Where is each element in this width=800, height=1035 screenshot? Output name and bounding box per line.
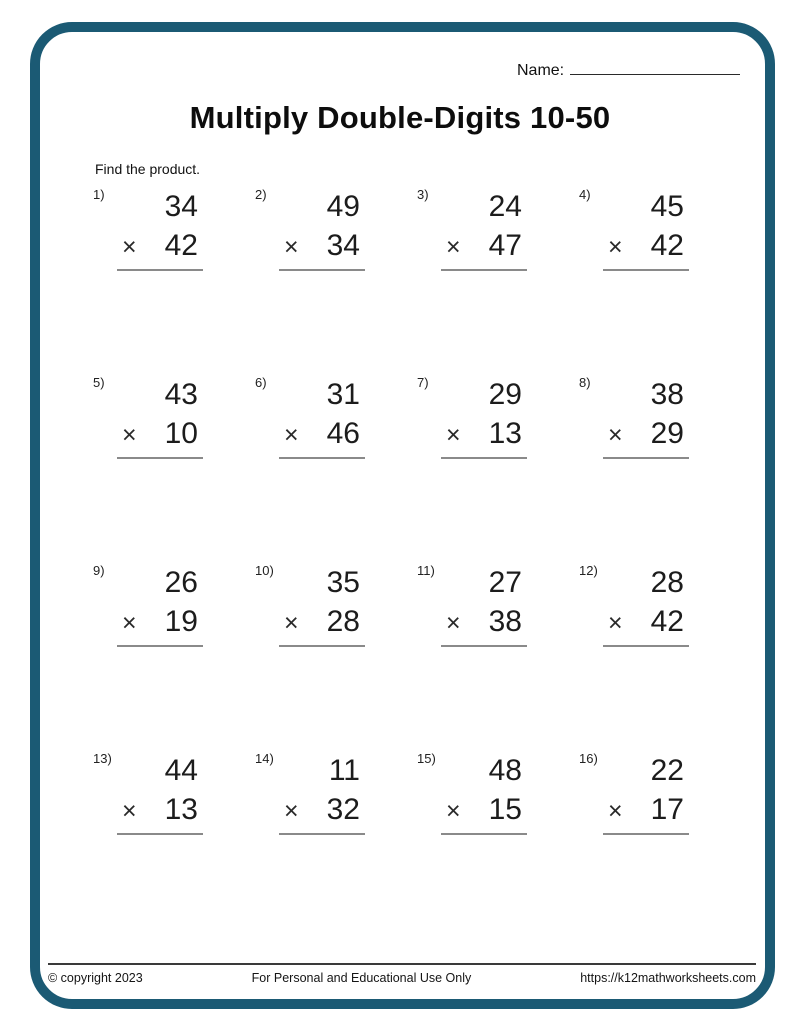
multiplicand: 22 bbox=[650, 754, 684, 787]
problem-number: 13) bbox=[93, 751, 112, 766]
problem-cell bbox=[574, 185, 736, 373]
multiplier: 29 bbox=[650, 417, 684, 450]
problem-work bbox=[284, 187, 360, 271]
multiplier-row bbox=[284, 226, 360, 265]
multiply-sign: × bbox=[608, 421, 623, 449]
problem-work bbox=[608, 375, 684, 459]
footer-divider bbox=[48, 963, 756, 965]
multiply-sign: × bbox=[446, 421, 461, 449]
multiplier: 42 bbox=[650, 605, 684, 638]
multiplier: 13 bbox=[488, 417, 522, 450]
multiplicand: 43 bbox=[164, 378, 198, 411]
problem-number: 12) bbox=[579, 563, 598, 578]
answer-line bbox=[603, 833, 689, 835]
multiply-sign: × bbox=[284, 233, 299, 261]
multiplier-row bbox=[608, 226, 684, 265]
multiplicand: 29 bbox=[488, 378, 522, 411]
problem-cell bbox=[574, 749, 736, 937]
multiplicand: 38 bbox=[650, 378, 684, 411]
answer-line bbox=[117, 269, 203, 271]
multiplier-row bbox=[608, 602, 684, 641]
problem-cell bbox=[88, 373, 250, 561]
multiplicand: 26 bbox=[164, 566, 198, 599]
multiply-sign: × bbox=[122, 609, 137, 637]
problem-work bbox=[122, 563, 198, 647]
multiplier: 42 bbox=[164, 229, 198, 262]
multiplier-row bbox=[446, 602, 522, 641]
multiplier-row bbox=[122, 602, 198, 641]
footer-usage: For Personal and Educational Use Only bbox=[251, 971, 472, 985]
answer-line bbox=[603, 457, 689, 459]
problem-work bbox=[122, 375, 198, 459]
answer-line bbox=[441, 269, 527, 271]
multiplier-row bbox=[608, 790, 684, 829]
multiplier-row bbox=[446, 414, 522, 453]
problem-number: 9) bbox=[93, 563, 105, 578]
answer-line bbox=[603, 269, 689, 271]
multiplier: 42 bbox=[650, 229, 684, 262]
problem-work bbox=[284, 563, 360, 647]
name-blank-line bbox=[570, 60, 740, 75]
problem-number: 7) bbox=[417, 375, 429, 390]
problem-work bbox=[608, 187, 684, 271]
multiplicand: 31 bbox=[326, 378, 360, 411]
problem-cell bbox=[412, 373, 574, 561]
multiplicand: 11 bbox=[328, 754, 360, 787]
problem-cell bbox=[412, 561, 574, 749]
problem-work bbox=[284, 751, 360, 835]
problem-cell bbox=[250, 561, 412, 749]
answer-line bbox=[279, 457, 365, 459]
multiplier: 28 bbox=[326, 605, 360, 638]
multiplicand: 34 bbox=[164, 190, 198, 223]
problem-cell bbox=[412, 185, 574, 373]
multiply-sign: × bbox=[608, 797, 623, 825]
problem-cell bbox=[88, 561, 250, 749]
problem-work bbox=[446, 563, 522, 647]
multiply-sign: × bbox=[608, 609, 623, 637]
problem-number: 10) bbox=[255, 563, 274, 578]
problem-number: 16) bbox=[579, 751, 598, 766]
multiply-sign: × bbox=[122, 233, 137, 261]
multiplier: 46 bbox=[326, 417, 360, 450]
multiply-sign: × bbox=[284, 421, 299, 449]
problem-number: 4) bbox=[579, 187, 591, 202]
multiply-sign: × bbox=[608, 233, 623, 261]
problem-number: 14) bbox=[255, 751, 274, 766]
answer-line bbox=[117, 457, 203, 459]
multiplier-row bbox=[446, 226, 522, 265]
problem-cell bbox=[250, 749, 412, 937]
multiplier-row bbox=[284, 602, 360, 641]
multiplicand: 24 bbox=[488, 190, 522, 223]
answer-line bbox=[441, 833, 527, 835]
problem-work bbox=[446, 751, 522, 835]
problem-cell bbox=[250, 185, 412, 373]
multiplicand: 27 bbox=[488, 566, 522, 599]
page-title: Multiply Double-Digits 10-50 bbox=[189, 100, 611, 135]
instruction-text: Find the product. bbox=[95, 161, 201, 177]
answer-line bbox=[279, 645, 365, 647]
answer-line bbox=[279, 833, 365, 835]
problem-number: 1) bbox=[93, 187, 105, 202]
multiplier-row bbox=[446, 790, 522, 829]
multiply-sign: × bbox=[446, 233, 461, 261]
multiplicand: 35 bbox=[326, 566, 360, 599]
multiplier: 38 bbox=[488, 605, 522, 638]
problem-number: 11) bbox=[417, 563, 435, 578]
multiplier: 13 bbox=[164, 793, 198, 826]
problem-cell bbox=[250, 373, 412, 561]
multiply-sign: × bbox=[284, 797, 299, 825]
footer-copyright: © copyright 2023 bbox=[48, 971, 143, 985]
multiplier: 34 bbox=[326, 229, 360, 262]
answer-line bbox=[441, 457, 527, 459]
problem-work bbox=[608, 751, 684, 835]
problem-number: 6) bbox=[255, 375, 267, 390]
multiplicand: 48 bbox=[488, 754, 522, 787]
problem-work bbox=[122, 187, 198, 271]
multiplicand: 28 bbox=[650, 566, 684, 599]
problem-work bbox=[446, 187, 522, 271]
problem-cell bbox=[574, 373, 736, 561]
multiplier: 17 bbox=[650, 793, 684, 826]
multiplier-row bbox=[284, 414, 360, 453]
footer-url: https://k12mathworksheets.com bbox=[580, 971, 756, 985]
problems-grid bbox=[88, 185, 736, 937]
answer-line bbox=[603, 645, 689, 647]
footer bbox=[48, 971, 756, 985]
name-row bbox=[517, 60, 740, 80]
multiplicand: 45 bbox=[650, 190, 684, 223]
problem-cell bbox=[412, 749, 574, 937]
multiplier: 19 bbox=[164, 605, 198, 638]
multiplier-row bbox=[122, 414, 198, 453]
problem-number: 8) bbox=[579, 375, 591, 390]
multiply-sign: × bbox=[446, 609, 461, 637]
answer-line bbox=[117, 833, 203, 835]
multiplier-row bbox=[122, 226, 198, 265]
multiplier: 32 bbox=[326, 793, 360, 826]
multiplier-row bbox=[608, 414, 684, 453]
name-label: Name: bbox=[517, 62, 565, 79]
problem-cell bbox=[88, 749, 250, 937]
multiplicand: 49 bbox=[326, 190, 360, 223]
multiplier-row bbox=[122, 790, 198, 829]
multiplier-row bbox=[284, 790, 360, 829]
multiply-sign: × bbox=[122, 421, 137, 449]
answer-line bbox=[441, 645, 527, 647]
problem-number: 15) bbox=[417, 751, 436, 766]
multiplier: 47 bbox=[488, 229, 522, 262]
problem-cell bbox=[574, 561, 736, 749]
answer-line bbox=[117, 645, 203, 647]
problem-number: 5) bbox=[93, 375, 105, 390]
problem-work bbox=[446, 375, 522, 459]
problem-work bbox=[608, 563, 684, 647]
multiply-sign: × bbox=[446, 797, 461, 825]
multiply-sign: × bbox=[284, 609, 299, 637]
multiplicand: 44 bbox=[164, 754, 198, 787]
problem-number: 2) bbox=[255, 187, 267, 202]
problem-number: 3) bbox=[417, 187, 429, 202]
multiply-sign: × bbox=[122, 797, 137, 825]
problem-work bbox=[284, 375, 360, 459]
problem-work bbox=[122, 751, 198, 835]
multiplier: 15 bbox=[488, 793, 522, 826]
multiplier: 10 bbox=[164, 417, 198, 450]
problem-cell bbox=[88, 185, 250, 373]
answer-line bbox=[279, 269, 365, 271]
